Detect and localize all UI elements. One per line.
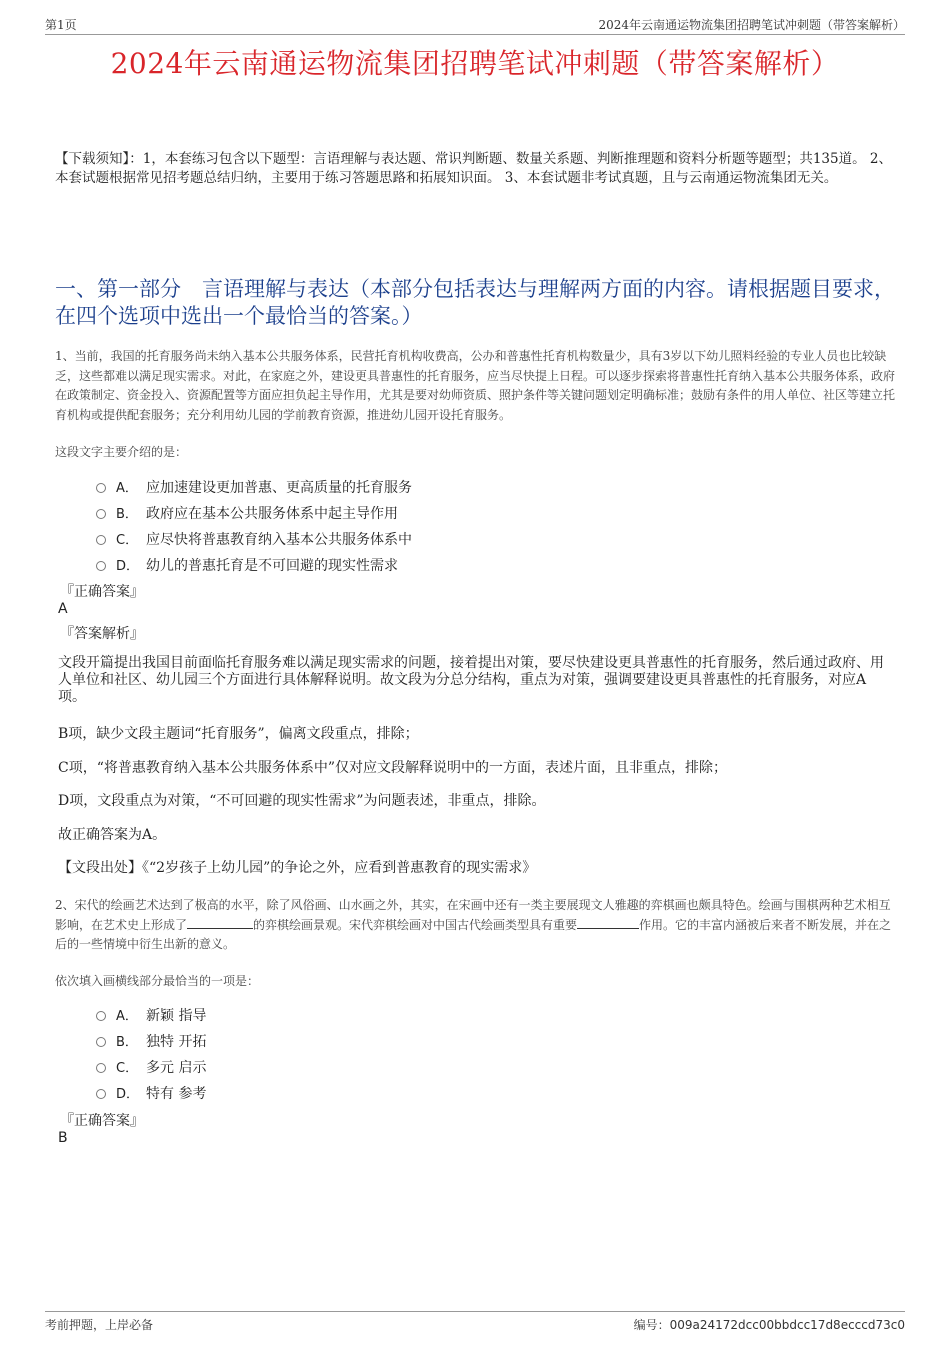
radio-icon[interactable] (96, 483, 106, 493)
question-1-analysis-paragraph: D项，文段重点为对策，“不可回避的现实性需求”为问题表述，非重点，排除。 (58, 793, 546, 809)
radio-icon[interactable] (96, 1063, 106, 1073)
question-2-answer-label: 『正确答案』 (60, 1113, 144, 1129)
question-1-text: 1、当前，我国的托育服务尚未纳入基本公共服务体系，民营托育机构收费高，公办和普惠性托育机构数量少，具有3岁以下幼儿照料经验的专业人员也比较缺乏，这些都难以满足现实需求。对此，在家庭之外，建设更具普惠性的托育服务，应当尽快提上日程。可以逐步探索将普惠性托育纳入基本公共服务体系，政府在政策制定、资金投入、资源配置等方面应担负起主导作用，尤其是要对幼师资质、照护条件等关键问题划定明确标准；鼓励有条件的用人单位、社区等建立托育机构或提供配套服务；充分利用幼儿园的学前教育资源，推进幼儿园开设托育服务。 (55, 349, 896, 422)
question-1-prompt: 这段文字主要介绍的是： (55, 445, 188, 459)
question-1-analysis-paragraph: C项，“将普惠教育纳入基本公共服务体系中”仅对应文段解释说明中的一方面，表述片面，且非重点，排除； (58, 760, 728, 776)
question-2-option-a[interactable]: A． 新颖 指导 (96, 1005, 206, 1025)
radio-icon[interactable] (96, 509, 106, 519)
radio-icon[interactable] (96, 561, 106, 571)
question-2-answer: B (58, 1130, 68, 1146)
question-1-option-c[interactable]: C． 应尽快将普惠教育纳入基本公共服务体系中 (96, 529, 412, 549)
radio-icon[interactable] (96, 535, 106, 545)
question-2-option-c[interactable]: C． 多元 启示 (96, 1057, 206, 1077)
question-2-option-b[interactable]: B． 独特 开拓 (96, 1031, 206, 1051)
section-heading: 一、第一部分 言语理解与表达（本部分包括表达与理解两方面的内容。请根据题目要求，在四个选项中选出一个最恰当的答案。） (55, 277, 895, 328)
question-1-answer-label: 『正确答案』 (60, 584, 144, 600)
question-2-prompt: 依次填入画横线部分最恰当的一项是： (55, 974, 260, 988)
question-1-source: 【文段出处】《“2岁孩子上幼儿园”的争论之外，应看到普惠教育的现实需求》 (58, 860, 537, 876)
fill-blank (187, 916, 253, 929)
question-1-answer: A (58, 601, 68, 617)
question-1-analysis-paragraph: 文段开篇提出我国目前面临托育服务难以满足现实需求的问题，接着提出对策，要尽快建设更具普惠性的托育服务，然后通过政府、用人单位和社区、幼儿园三个方面进行具体解释说明。故文段为分总分结构，重点为对策，强调要建设更具普惠性的托育服务，对应A项。 (58, 655, 884, 705)
question-1-option-d[interactable]: D． 幼儿的普惠托育是不可回避的现实性需求 (96, 555, 398, 575)
question-1-option-a[interactable]: A． 应加速建设更加普惠、更高质量的托育服务 (96, 477, 412, 497)
footer-code: 编号：009a24172dcc00bbdcc17d8ecccd73c0 (633, 1318, 905, 1332)
question-1-option-b[interactable]: B． 政府应在基本公共服务体系中起主导作用 (96, 503, 398, 523)
radio-icon[interactable] (96, 1011, 106, 1021)
question-2-text: 2、宋代的绘画艺术达到了极高的水平，除了风俗画、山水画之外，其实，在宋画中还有一类主要展现文人雅趣的弈棋画也颇具特色。绘画与围棋两种艺术相互影响，在艺术史上形成了 的弈棋绘画景观。宋代弈棋绘画对中国古代绘画类型具有重要 作用。它的丰富内涵被后来者不断发展，并在之后的一些情境中衍生出新的意义。 (55, 898, 892, 951)
page-header (45, 14, 905, 35)
radio-icon[interactable] (96, 1037, 106, 1047)
question-1-analysis-conclusion: 故正确答案为A。 (58, 827, 167, 843)
document-title: 2024年云南通运物流集团招聘笔试冲刺题（带答案解析） (110, 47, 840, 80)
question-2-option-d[interactable]: D． 特有 参考 (96, 1083, 206, 1103)
fill-blank (577, 916, 639, 929)
question-1-analysis-label: 『答案解析』 (60, 626, 144, 642)
page-number: 第1页 (45, 18, 77, 32)
footer-slogan: 考前押题，上岸必备 (45, 1318, 154, 1332)
radio-icon[interactable] (96, 1089, 106, 1099)
question-1-analysis-paragraph: B项，缺少文段主题词“托育服务”，偏离文段重点，排除； (58, 726, 419, 742)
download-notice: 【下载须知】：1，本套练习包含以下题型：言语理解与表达题、常识判断题、数量关系题、判断推理题和资料分析题等题型；共135道。 2、本套试题根据常见招考题总结归纳，主要用于练习答题思路和拓展知识面。 3、本套试题非考试真题，且与云南通运物流集团无关。 (55, 151, 892, 186)
page-footer (45, 1311, 905, 1334)
header-doc-title: 2024年云南通运物流集团招聘笔试冲刺题（带答案解析） (598, 18, 905, 32)
